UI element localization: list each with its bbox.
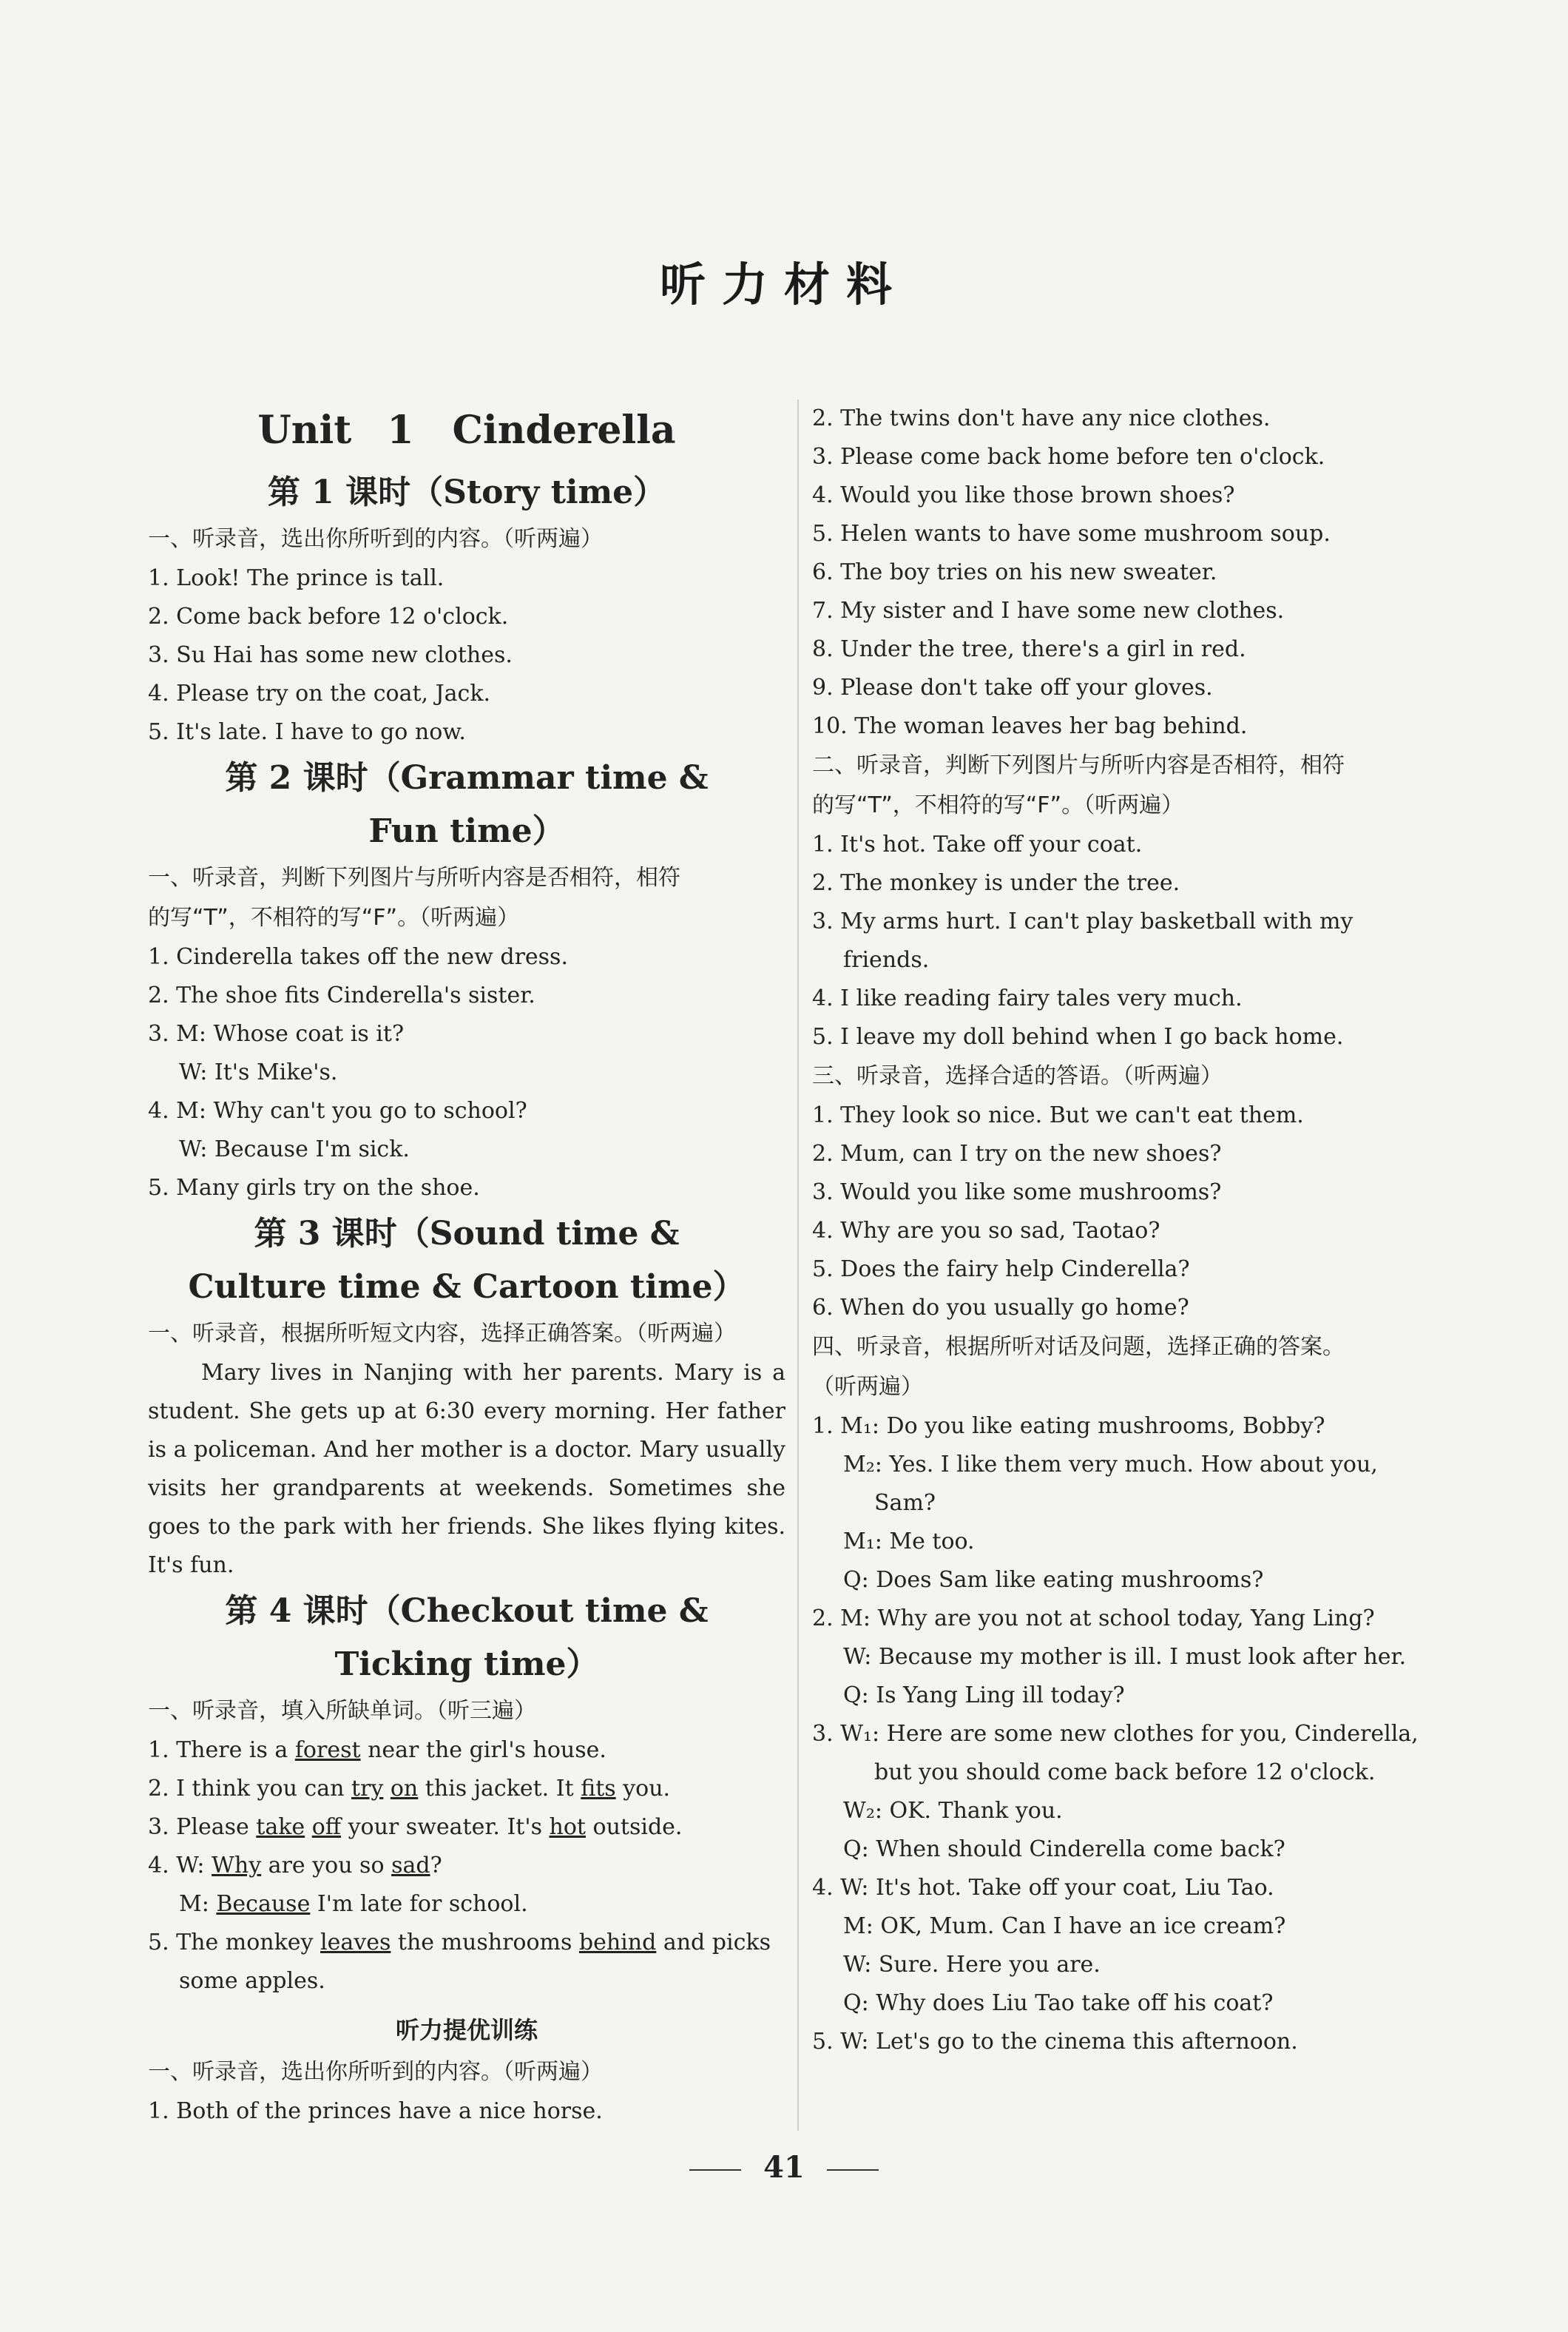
dialogue-line: 3. W₁: Here are some new clothes for you, Cinderella, — [812, 1721, 1419, 1747]
answer-word: sad — [391, 1853, 430, 1878]
fill-blank-line — [148, 1770, 785, 1808]
list-item: 4. M: Why can't you go to school? — [148, 1098, 527, 1124]
answer-word: Because — [216, 1891, 311, 1917]
lesson2-instruction-cont: 的写“T”，不相符的写“F”。（听两遍） — [148, 905, 520, 931]
list-item: 1. They look so nice. But we can't eat them. — [812, 1102, 1304, 1128]
part3-instruction: 三、听录音，选择合适的答语。（听两遍） — [812, 1063, 1223, 1089]
dialogue-line: Q: Is Yang Ling ill today? — [843, 1682, 1125, 1708]
answer-word: take — [256, 1814, 305, 1840]
list-item: 2. The shoe fits Cinderella's sister. — [148, 983, 535, 1008]
page-number-dash-right — [827, 2169, 879, 2171]
text — [383, 1776, 391, 1802]
list-item: 1. Both of the princes have a nice horse. — [148, 2098, 603, 2124]
dialogue-line: 4. W: It's hot. Take off your coat, Liu Tao. — [812, 1875, 1274, 1901]
part4-instruction-cont: （听两遍） — [812, 1374, 923, 1400]
answer-word: behind — [578, 1930, 657, 1955]
lesson2-title-line1: 第 2 课时（Grammar time & — [225, 759, 709, 797]
list-item: 4. Please try on the coat, Jack. — [148, 681, 491, 707]
list-item: 6. When do you usually go home? — [812, 1295, 1189, 1321]
text: 2. I think you can — [148, 1776, 351, 1802]
list-item: 9. Please don't take off your gloves. — [812, 675, 1213, 701]
text: ? — [430, 1853, 442, 1878]
text: you. — [615, 1776, 671, 1802]
list-item: 4. Why are you so sad, Taotao? — [812, 1218, 1160, 1244]
page-number-value: 41 — [763, 2150, 805, 2185]
fill-blank-line: some apples. — [179, 1968, 325, 1994]
dialogue-line: M₁: Me too. — [843, 1529, 975, 1554]
list-item: 3. Would you like some mushrooms? — [812, 1179, 1222, 1205]
lesson4-instruction: 一、听录音，填入所缺单词。（听三遍） — [148, 1698, 536, 1724]
dialogue-line: W: Sure. Here you are. — [843, 1952, 1101, 1978]
list-item: 3. My arms hurt. I can't play basketball with my — [812, 909, 1354, 934]
text: are you so — [261, 1853, 392, 1878]
list-item: 3. M: Whose coat is it? — [148, 1021, 405, 1047]
dialogue-line: 5. W: Let's go to the cinema this afternoon. — [812, 2029, 1298, 2055]
page-number-dash-left — [689, 2169, 741, 2171]
list-item: 3. Please come back home before ten o'clock. — [812, 444, 1325, 470]
list-item: 5. I leave my doll behind when I go back home. — [812, 1024, 1344, 1050]
part2-instruction-cont: 的写“T”，不相符的写“F”。（听两遍） — [812, 792, 1184, 818]
list-item: 6. The boy tries on his new sweater. — [812, 559, 1217, 585]
list-item: 2. The monkey is under the tree. — [812, 870, 1180, 896]
answer-word: Why — [212, 1853, 262, 1878]
list-item: 5. Many girls try on the shoe. — [148, 1175, 480, 1201]
column-divider — [797, 400, 799, 2131]
list-item: 1. It's hot. Take off your coat. — [812, 832, 1143, 857]
answer-word: hot — [549, 1814, 586, 1840]
list-item: 1. Look! The prince is tall. — [148, 565, 445, 591]
fill-blank-line — [148, 1847, 785, 1885]
lesson1-instruction: 一、听录音，选出你所听到的内容。（听两遍） — [148, 526, 603, 552]
dialogue-line: W₂: OK. Thank you. — [843, 1798, 1063, 1824]
fill-blank-line — [148, 1808, 785, 1847]
lesson3-instruction: 一、听录音，根据所听短文内容，选择正确答案。（听两遍） — [148, 1321, 736, 1347]
list-item: 10. The woman leaves her bag behind. — [812, 713, 1248, 739]
list-item: 1. Cinderella takes off the new dress. — [148, 944, 568, 970]
list-item: 5. Helen wants to have some mushroom soup. — [812, 521, 1331, 547]
text: I'm late for school. — [310, 1891, 528, 1917]
list-item: 7. My sister and I have some new clothes. — [812, 598, 1285, 624]
dialogue-line: W: Because my mother is ill. I must look after her. — [843, 1644, 1407, 1670]
list-item: 5. It's late. I have to go now. — [148, 719, 466, 745]
boost-instruction: 一、听录音，选出你所听到的内容。（听两遍） — [148, 2059, 603, 2085]
list-item: friends. — [843, 947, 930, 973]
dialogue-line: but you should come back before 12 o'clock. — [874, 1759, 1376, 1785]
fill-blank-line — [148, 1924, 785, 1962]
left-column — [148, 400, 785, 2131]
unit-title: Unit 1 Cinderella — [257, 408, 676, 453]
text: 4. W: — [148, 1853, 212, 1878]
text — [305, 1814, 312, 1840]
list-item: W: It's Mike's. — [179, 1059, 338, 1085]
part2-instruction: 二、听录音，判断下列图片与所听内容是否相符，相符 — [812, 752, 1345, 778]
text: near the girl's house. — [360, 1737, 606, 1763]
list-item: 8. Under the tree, there's a girl in red. — [812, 636, 1246, 662]
page-title: 听力材料 — [659, 257, 908, 311]
list-item: 2. Come back before 12 o'clock. — [148, 604, 509, 630]
lesson2-instruction: 一、听录音，判断下列图片与所听内容是否相符，相符 — [148, 865, 680, 891]
list-item: 2. Mum, can I try on the new shoes? — [812, 1141, 1222, 1167]
dialogue-line: Sam? — [874, 1490, 936, 1516]
answer-word: fits — [581, 1776, 616, 1802]
lesson3-title-line1: 第 3 课时（Sound time & — [254, 1215, 680, 1253]
text: this jacket. It — [418, 1776, 581, 1802]
right-column — [812, 400, 1450, 2061]
part4-instruction: 四、听录音，根据所听对话及问题，选择正确的答案。 — [812, 1334, 1345, 1360]
text: M: — [179, 1891, 217, 1917]
dialogue-line: 2. M: Why are you not at school today, Yang Ling? — [812, 1605, 1375, 1631]
page-number — [0, 2150, 1568, 2185]
dialogue-line: 1. M₁: Do you like eating mushrooms, Bobby? — [812, 1413, 1325, 1439]
dialogue-line: M₂: Yes. I like them very much. How about you, — [843, 1452, 1378, 1477]
answer-word: on — [390, 1776, 419, 1802]
dialogue-line: Q: Why does Liu Tao take off his coat? — [843, 1990, 1274, 2016]
dialogue-line: Q: Does Sam like eating mushrooms? — [843, 1567, 1264, 1593]
fill-blank-line — [148, 1731, 785, 1770]
fill-blank-line — [148, 1885, 785, 1924]
list-item: 4. I like reading fairy tales very much. — [812, 985, 1243, 1011]
lesson1-title: 第 1 课时（Story time） — [267, 474, 666, 511]
list-item: W: Because I'm sick. — [179, 1136, 410, 1162]
answer-word: leaves — [320, 1930, 391, 1955]
lesson3-title-line2: Culture time & Cartoon time） — [188, 1268, 746, 1306]
answer-word: off — [311, 1814, 342, 1840]
dialogue-line: Q: When should Cinderella come back? — [843, 1836, 1285, 1862]
list-item: 4. Would you like those brown shoes? — [812, 482, 1235, 508]
lesson4-title-line2: Ticking time） — [334, 1645, 599, 1683]
text: outside. — [586, 1814, 683, 1840]
lesson2-title-line2: Fun time） — [368, 812, 565, 850]
answer-word: forest — [294, 1737, 361, 1763]
text: 5. The monkey — [148, 1930, 321, 1955]
boost-section-title: 听力提优训练 — [395, 2016, 538, 2044]
list-item: 5. Does the fairy help Cinderella? — [812, 1256, 1190, 1282]
lesson3-passage: Mary lives in Nanjing with her parents. Mary is a student. She gets up at 6:30 every morning. Her father is a policeman. And her mother is a doctor. Mary usually visits her grandparents at weekends. Sometimes she goes to the park with her friends. She likes flying kites. It's fun. — [148, 1360, 785, 1578]
text: 1. There is a — [148, 1737, 295, 1763]
text: 3. Please — [148, 1814, 257, 1840]
list-item: 2. The twins don't have any nice clothes. — [812, 405, 1271, 431]
text: the mushrooms — [391, 1930, 579, 1955]
answer-word: try — [351, 1776, 384, 1802]
dialogue-line: M: OK, Mum. Can I have an ice cream? — [843, 1913, 1286, 1939]
text: your sweater. It's — [341, 1814, 550, 1840]
text: and picks — [656, 1930, 771, 1955]
lesson4-title-line1: 第 4 课时（Checkout time & — [225, 1592, 709, 1630]
list-item: 3. Su Hai has some new clothes. — [148, 642, 513, 668]
